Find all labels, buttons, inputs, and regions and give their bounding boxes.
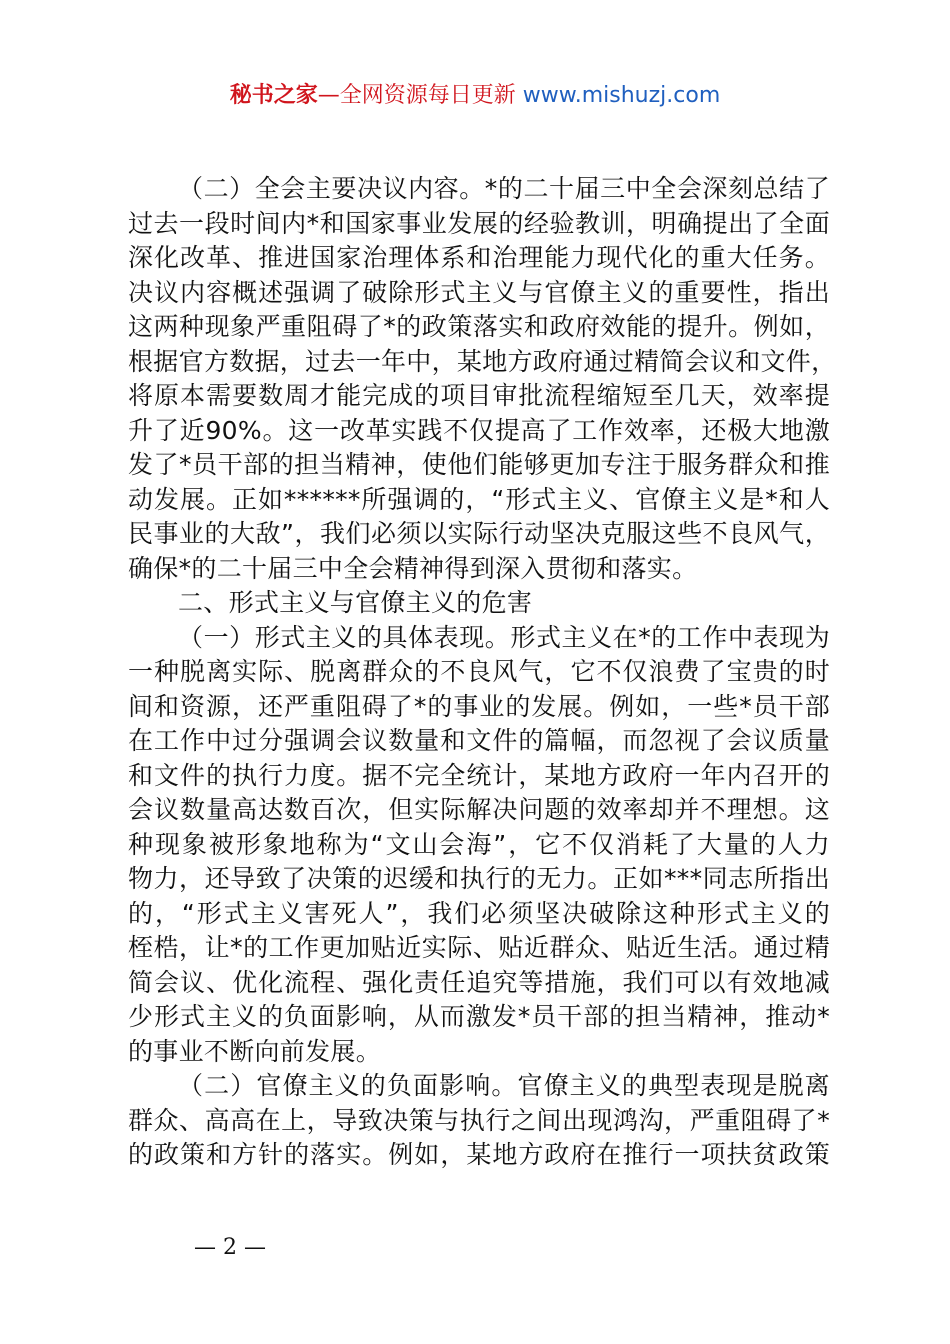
- text-line: 的事业不断向前发展。: [128, 1036, 382, 1066]
- text-line: 发了*员干部的担当精神，使他们能够更加专注于服务群众和推: [128, 450, 830, 479]
- text-line: 一种脱离实际、脱离群众的不良风气，它不仅浪费了宝贵的时: [128, 657, 830, 686]
- text-line: 决议内容概述强调了破除形式主义与官僚主义的重要性，指出: [128, 277, 830, 307]
- text-line: 简会议、优化流程、强化责任追究等措施，我们可以有效地减: [128, 967, 830, 997]
- text-line: 桎梏，让*的工作更加贴近实际、贴近群众、贴近生活。通过精: [128, 933, 830, 962]
- text-line: 将原本需要数周才能完成的项目审批流程缩短至几天，效率提: [128, 381, 830, 410]
- text-line: 在工作中过分强调会议数量和文件的篇幅，而忽视了会议质量: [128, 726, 830, 755]
- text-line: 二、形式主义与官僚主义的危害: [178, 588, 533, 617]
- text-line: 的，“形式主义害死人”，我们必须坚决破除这种形式主义的: [128, 898, 830, 928]
- text-line: 种现象被形象地称为“文山会海”，它不仅消耗了大量的人力: [128, 829, 830, 859]
- text-line: 升了近90%。这一改革实践不仅提高了工作效率，还极大地激: [128, 415, 830, 445]
- text-line: 物力，还导致了决策的迟缓和执行的无力。正如***同志所指出: [128, 864, 830, 893]
- site-url: www.mishuzj.com: [522, 83, 721, 108]
- site-header: [0, 80, 950, 112]
- text-line: 群众、高高在上，导致决策与执行之间出现鸿沟，严重阻碍了*: [128, 1105, 830, 1135]
- text-line: （二）全会主要决议内容。*的二十届三中全会深刻总结了: [178, 174, 830, 203]
- text-line: 和文件的执行力度。据不完全统计，某地方政府一年内召开的: [128, 760, 830, 790]
- document-body: [128, 172, 837, 1173]
- text-line: （一）形式主义的具体表现。形式主义在*的工作中表现为: [178, 622, 830, 652]
- brand-name: 秘书之家: [229, 83, 318, 108]
- page-number: — 2 —: [194, 1235, 266, 1260]
- text-line: 会议数量高达数百次，但实际解决问题的效率却并不理想。这: [128, 795, 830, 824]
- text-line: 少形式主义的负面影响，从而激发*员干部的担当精神，推动*: [128, 1002, 830, 1031]
- text-line: 动发展。正如******所强调的，“形式主义、官僚主义是*和人: [128, 484, 830, 514]
- brand-tagline: —全网资源每日更新: [317, 83, 516, 108]
- text-line: 过去一段时间内*和国家事业发展的经验教训，明确提出了全面: [128, 208, 830, 238]
- text-line: 的政策和方针的落实。例如，某地方政府在推行一项扶贫政策: [128, 1140, 830, 1169]
- text-line: 深化改革、推进国家治理体系和治理能力现代化的重大任务。: [128, 243, 830, 272]
- text-line: 民事业的大敌”，我们必须以实际行动坚决克服这些不良风气，: [128, 519, 830, 548]
- text-line: 根据官方数据，过去一年中，某地方政府通过精简会议和文件，: [128, 346, 837, 376]
- text-line: 确保*的二十届三中全会精神得到深入贯彻和落实。: [128, 553, 698, 583]
- text-line: 这两种现象严重阻碍了*的政策落实和政府效能的提升。例如，: [128, 312, 830, 341]
- text-line: 间和资源，还严重阻碍了*的事业的发展。例如，一些*员干部: [128, 691, 830, 721]
- text-line: （二）官僚主义的负面影响。官僚主义的典型表现是脱离: [178, 1071, 830, 1100]
